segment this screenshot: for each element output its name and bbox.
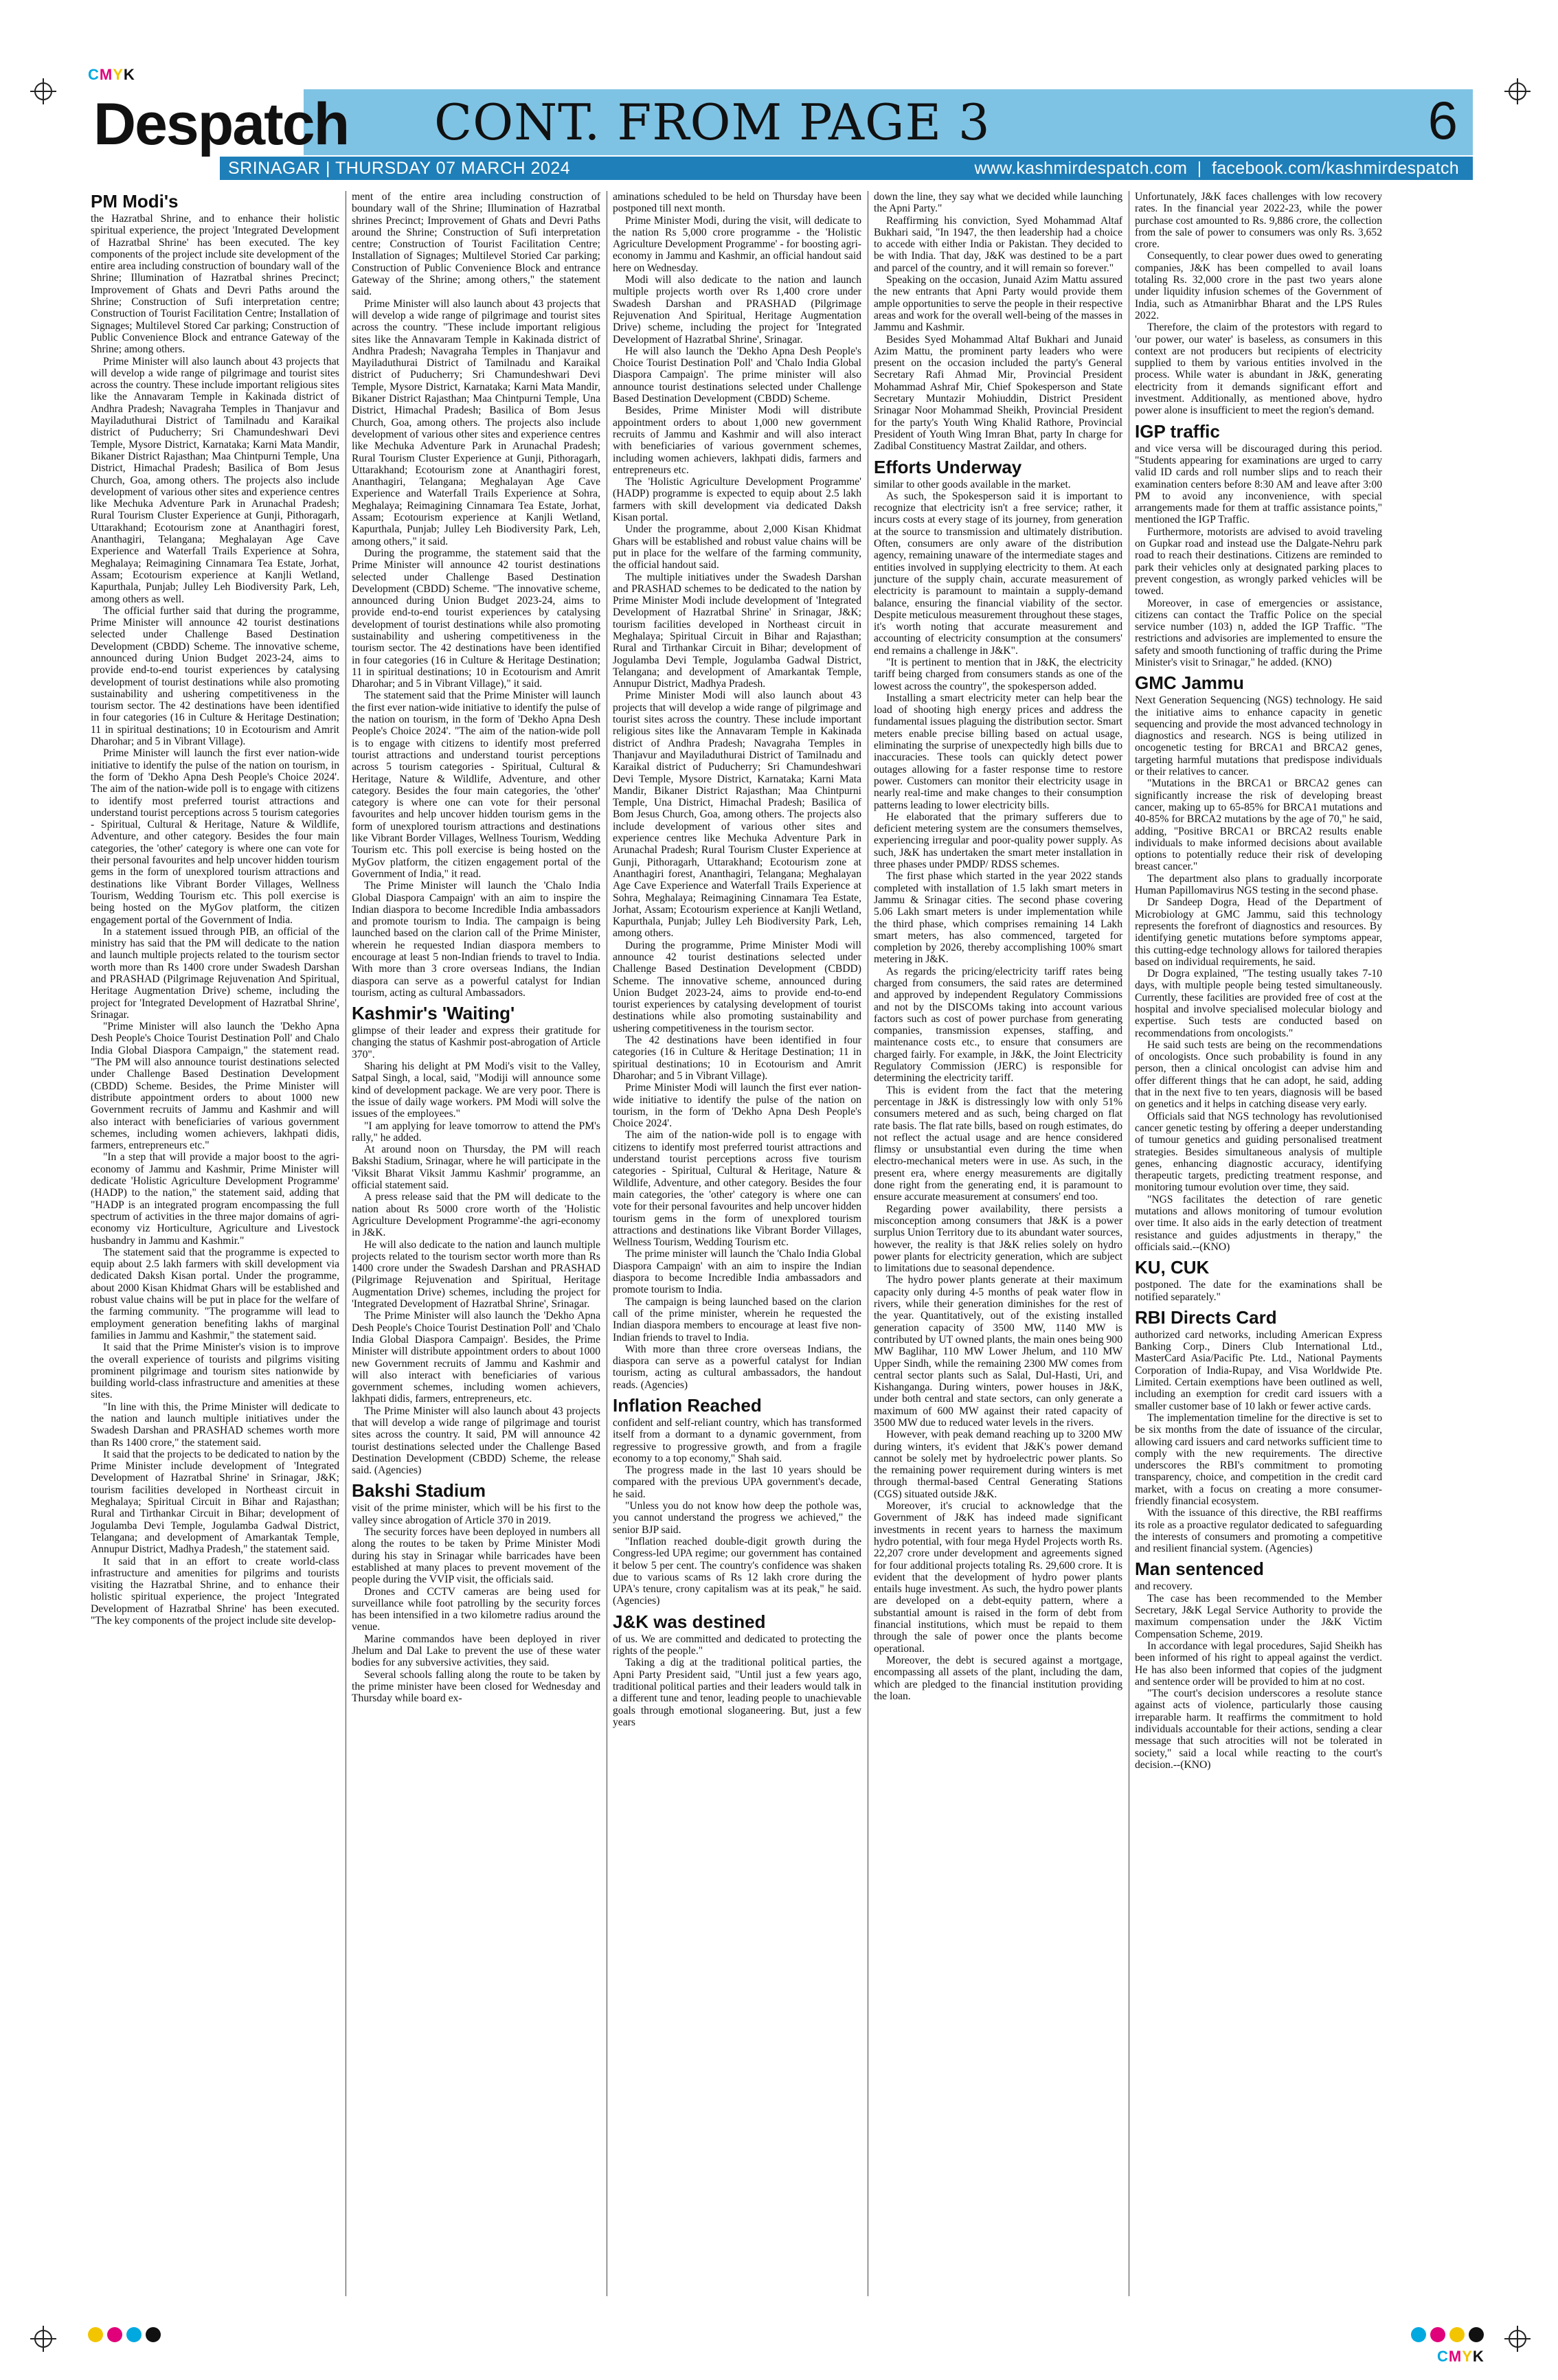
article-paragraph: down the line, they say what we decided while launching the Apni Party." xyxy=(874,191,1122,215)
article-paragraph: Modi will also dedicate to the nation and launch multiple projects worth over Rs 1,400 crore under Swadesh Darshan and PRASHAD (Pilgrimage Rejuvenation And Spiritual, Heritage Augmentation Drive) scheme, including the project for 'Integrated Development of Hazratbal Shrine', Srinagar. xyxy=(613,274,861,345)
article-paragraph: Besides Syed Mohammad Altaf Bukhari and Junaid Azim Mattu, the prominent party leaders who were present on the occasion included the party's General Secretary Rafi Ahmad Mir, Provincial President Mohammad Ashraf Mir, Chief Spokesperson and State Secretary Muntazir Mohiuddin, District President Srinagar Noor Mohammad Sheikh, Provincial President for the party's Youth Wing Khalid Rathore, Provincial President of Youth Wing Imran Bhat, party In charge for Zadibal Constituency Mastrat Zaildar, and others. xyxy=(874,333,1122,453)
article-paragraph: the Hazratbal Shrine, and to enhance their holistic spiritual experience, the project 'Integrated Development of Hazratbal Shrine' has been executed. The key components of the project include site development of the entire area including construction of boundary wall of the Shrine; Illumination of Hazratbal shrines Precinct; Improvement of Ghats and Devri Paths around the Shrine; Construction of Sufi interpretation centre; Construction of Tourist Facilitation Centre; Installation of Signages; Multilevel Stored Car parking; Construction of Public Convenience Block and entrance Gateway of the Shrine; among others. xyxy=(91,213,339,356)
article-paragraph: "I am applying for leave tomorrow to attend the PM's rally," he added. xyxy=(352,1120,600,1144)
cmyk-label-top: CMYK xyxy=(88,66,135,83)
article-paragraph: Several schools falling along the route to be taken by the prime minister have been closed for Wednesday and Thursday while board ex- xyxy=(352,1668,600,1705)
article-paragraph: "In a step that will provide a major boost to the agri-economy of Jammu and Kashmir, Prime Minister will dedicate 'Holistic Agriculture Development Programme' (HADP) to the nation," the statement said, adding that "HADP is an integrated program encompassing the full spectrum of activities in the three major domains of agri-economy viz Horticulture, Agriculture and Livestock husbandry in Jammu and Kashmir." xyxy=(91,1151,339,1247)
article-paragraph: It said that the Prime Minister's vision is to improve the overall experience of tourists and pilgrims visiting prominent pilgrimage and tourism sites nationwide by building world-class infrastructure and amenities at these sites. xyxy=(91,1341,339,1401)
article-paragraph: However, with peak demand reaching up to 3200 MW during winters, it's evident that J&K's power demand cannot be solely met by hydroelectric power plants. So the remaining power requirement during winters is met through thermal-based Central Generating Stations (CGS) situated outside J&K. xyxy=(874,1429,1122,1500)
article-paragraph: Moreover, it's crucial to acknowledge that the Government of J&K has indeed made significant investments in recent years to harness the maximum hydro potential, with four mega Hydel Projects worth Rs. 22,207 crore under development and agreements signed for four additional projects totaling Rs. 29,600 crore. It is evident that the development of hydro power plants entails huge investment. As such, the hydro power plants are developed on a debt-equity pattern, where a substantial amount is raised in the form of debt from financial institutions, which must be repaid to them through the sale of power once the plants become operational. xyxy=(874,1500,1122,1655)
website-link[interactable]: www.kashmirdespatch.com xyxy=(974,159,1188,178)
article-paragraph: Prime Minister will also launch about 43 projects that will develop a wide range of pilgrimage and tourist sites across the country. These include important religious sites like the Annavaram Temple in Kakinada district of Andhra Pradesh; Navagraha Temples in Thanjavur and Mayiladuthurai District of Tamilnadu and Karaikal district of Puducherry; Sri Chamundeshwari Devi Temple, Mysore District, Karnataka; Karni Mata Mandir, Bikaner District Rajasthan; Maa Chintpurni Temple, Una District, Himachal Pradesh; Basilica of Bom Jesus Church, Goa, among others. The projects also include development of various other sites and experience centres like Mechuka Adventure Park in Arunachal Pradesh; Rural Tourism Cluster Experience at Gunji, Pithoragarh, Uttarakhand; Ecotourism zone at Ananthagiri forest, Ananthagiri, Telangana; Meghalayan Age Cave Experience and Waterfall Trails Experience at Sohra, Meghalaya; Reimagining Cinnamara Tea Estate, Jorhat, Assam; Ecotourism experience at Kanjli Wetland, Kapurthala, Punjab; Julley Leh Biodiversity Park, Leh, among others as well. xyxy=(91,355,339,605)
article-paragraph: Installing a smart electricity meter can help bear the load of shooting high energy prices and address the fundamental issues plaguing the distribution sector. Smart meters enable precise billing based on actual usage, eliminating the surprise of unexpectedly high bills due to inaccuracies. These tools can quickly detect power outages allowing for a faster response time to restore power. Customers can monitor their electricity usage in nearly real-time and make changes to their consumption patterns leading to lower electricity bills. xyxy=(874,692,1122,811)
article-paragraph: The Prime Minister will launch the 'Chalo India Global Diaspora Campaign' with an aim to inspire the Indian diaspora to become Incredible India ambassadors and promote tourism to India. The campaign is being launched based on the clarion call of the Prime Minister, wherein he requested Indian diaspora members to encourage at least 5 non-Indian friends to travel to India. With more than 3 crore overseas Indians, the Indian diaspora can serve as a powerful catalyst for Indian tourism, acting as cultural Ambassadors. xyxy=(352,880,600,999)
article-paragraph: The implementation timeline for the directive is set to be six months from the date of issuance of the circular, allowing card issuers and card networks sufficient time to comply with the new requirements. The directive underscores the RBI's commitment to promoting transparency, choice, and competition in the credit card market, with a focus on creating a more consumer-friendly financial ecosystem. xyxy=(1135,1412,1382,1507)
article-paragraph: Taking a dig at the traditional political parties, the Apni Party President said, "Until just a few years ago, traditional political parties and their leaders would talk in a different tune and tenor, leading people to unachievable goals through emotional sloganeering. But, just a few years xyxy=(613,1657,861,1728)
article-headline: RBI Directs Card xyxy=(1135,1306,1277,1328)
article-paragraph: It said that in an effort to create world-class infrastructure and amenities for pilgrims and tourists visiting the Hazratbal Shrine, and to enhance their holistic spiritual experience, the project 'Integrated Development of Hazratbal Shrine' has been executed. "The key components of the project include site develop- xyxy=(91,1555,339,1627)
article-paragraph: postponed. The date for the examinations shall be notified separately." xyxy=(1135,1279,1382,1303)
column-2 xyxy=(352,191,600,2296)
article-paragraph: Prime Minister will also launch about 43 projects that will develop a wide range of pilgrimage and tourist sites across the country. "These include important religious sites like the Annavaram Temple in Kakinada district of Andhra Pradesh; Navagraha Temples in Thanjavur and Mayiladuthurai District of Tamilnadu and Karaikal district of Puducherry; Sri Chamundeshwari Devi Temple, Mysore District, Karnataka; Karni Mata Mandir, Bikaner District Rajasthan; Maa Chintpurni Temple, Una District, Himachal Pradesh; Basilica of Bom Jesus Church, Goa, among others. The projects also include development of various other sites and experience centres like Mechuka Adventure Park in Arunachal Pradesh; Rural Tourism Cluster Experience at Gunji, Pithoragarh, Uttarakhand; Ecotourism zone at Ananthagiri forest, Ananthagiri, Telangana; Meghalayan Age Cave Experience and Waterfall Trails Experience at Sohra, Meghalaya; Reimagining Cinnamara Tea Estate, Jorhat, Assam; Ecotourism experience at Kanjli Wetland, Kapurthala, Punjab; Julley Leh Biodiversity Park, Leh, among others," it said. xyxy=(352,297,600,547)
article-paragraph: He said such tests are being on the recommendations of oncologists. Once such probability is found in any person, then a clinical oncologist can advise him and offer different things that he can adopt, he said, adding that in the next five to ten years, diagnosis will be based on genetics and it helps in catching disease very early. xyxy=(1135,1039,1382,1111)
article-headline: Inflation Reached xyxy=(613,1394,762,1416)
article-paragraph: "The court's decision underscores a resolute stance against acts of violence, particularly those causing irreparable harm. It reaffirms the commitment to hold individuals accountable for their actions, sending a clear message that such atrocities will not be tolerated in society," said a local while reacting to the court's decision.--(KNO) xyxy=(1135,1688,1382,1771)
article-paragraph: He will also dedicate to the nation and launch multiple projects related to the tourism sector worth more than Rs 1400 crore under the Swadesh Darshan and PRASHAD (Pilgrimage Rejuvenation and Spiritual, Heritage Augmentation Drive) schemes, including the project for 'Integrated Development of Hazratbal Shrine', Srinagar. xyxy=(352,1238,600,1311)
article-paragraph: Moreover, in case of emergencies or assistance, citizens can contact the Traffic Police on the special service number (103) n, added the IGP Traffic. "The restrictions and advisories are implemented to ensure the safety and smooth functioning of traffic during the Prime Minister's visit to Srinagar," he added. (KNO) xyxy=(1135,597,1382,668)
section-title: CONT. FROM PAGE 3 xyxy=(434,93,991,151)
article-paragraph: ment of the entire area including construction of boundary wall of the Shrine; Illumination of Hazratbal shrines Precinct; Improvement of Ghats and Devri Paths around the Shrine; Construction of Sufi interpretation centre; Construction of Tourist Facilitation Centre; Installation of Signages; Multilevel Storied Car parking; Construction of Public Convenience Block and entrance Gateway of the Shrine; among others," the statement said. xyxy=(352,191,600,298)
article-paragraph: "NGS facilitates the detection of rare genetic mutations and allows monitoring of tumour evolution over time. It also aids in the early detection of treatment resistance and guides adjustments in therapy," the officials said.--(KNO) xyxy=(1135,1193,1382,1253)
article-paragraph: glimpse of their leader and express their gratitude for changing the status of Kashmir post-abrogation of Article 370". xyxy=(352,1025,600,1061)
page-number: 6 xyxy=(1427,90,1458,150)
article-paragraph: The case has been recommended to the Member Secretary, J&K Legal Service Authority to provide the maximum compensation under the J&K Victim Compensation Scheme, 2019. xyxy=(1135,1592,1382,1640)
article-paragraph: "Mutations in the BRCA1 or BRCA2 genes can significantly increase the risk of developing breast cancer, making up to 65-85% for BRCA1 mutations and 40-85% for BRCA2 mutations by the age of 70," he said, adding, "Positive BRCA1 or BRCA2 results enable individuals to make informed decisions about available options to potentially reduce their risk of developing breast cancer." xyxy=(1135,778,1382,873)
registration-mark-bottom-right xyxy=(1509,2330,1526,2348)
article-paragraph: The hydro power plants generate at their maximum capacity only during 4-5 months of peak water flow in rivers, while their generation diminishes for the rest of the year. Quantitatively, out of the existing installed generation capacity of 3500 MW, 1140 MW is contributed by UT owned plants, the main ones being 900 MW Baglihar, 110 MW Lower Jhelum, and 110 MW Upper Sindh, while the remaining 2300 MW comes from central sector plants such as Salal, Dul-Hasti, Uri, and Kishanganga. During winters, power houses in J&K, under both central and state sectors, can only generate a maximum of 600 MW against their rated capacity of 3500 MW due to reduced water levels in the rivers. xyxy=(874,1274,1122,1429)
article-paragraph: Therefore, the claim of the protestors with regard to 'our power, our water' is baseless, as consumers in this context are not producers but recipients of electricity supplied to them by various entities involved in the process. While water is abundant in J&K, generating electricity from it demands significant effort and investment. Additionally, as mentioned above, hydro power alone is insufficient to meet the region's demand. xyxy=(1135,321,1382,417)
article-paragraph: It said that the projects to be dedicated to nation by the Prime Minister include development of 'Integrated Development of Hazratbal Shrine' in Srinagar, J&K; tourism facilities developed in Northeast circuit in Meghalaya; Spiritual Circuit in Bihar and Rajasthan; Rural and Tirthankar Circuit in Bihar; development of Jogulamba Devi Temple, Jogulamba Gadwal District, Telangana; and development of Amarkantak Temple, Annupur District, Madhya Pradesh," the statement said. xyxy=(91,1448,339,1556)
column-4 xyxy=(874,191,1122,2296)
article-paragraph: Furthermore, motorists are advised to avoid traveling on Gupkar road and instead use the Dalgate-Nehru park road to reach their destinations. Citizens are reminded to park their vehicles only at designated parking places to prevent congestion, as wrongly parked vehicles will be towed. xyxy=(1135,525,1382,598)
article-paragraph: visit of the prime minister, which will be his first to the valley since abrogation of Article 370 in 2019. xyxy=(352,1502,600,1526)
article-paragraph: Moreover, the debt is secured against a mortgage, encompassing all assets of the plant, including the dam, which are pledged to the financial institution providing the loan. xyxy=(874,1654,1122,1702)
article-paragraph: During the programme, the statement said that the Prime Minister will announce 42 tourist destinations selected under Challenge Based Destination Development (CBDD) Scheme. "The innovative scheme, announced during Union Budget 2023-24, aims to provide end-to-end tourist experiences by catalysing development of tourist destinations while also promoting sustainability and ushering competitiveness in the tourism sector. The 42 destinations have been identified in four categories (16 in Culture & Heritage Destination; 11 in spiritual destinations; 10 in Ecotourism and Amrit Dharohar; and 5 in Vibrant Village)," it said. xyxy=(352,547,600,690)
article-paragraph: The 'Holistic Agriculture Development Programme' (HADP) programme is expected to equip about 2.5 lakh farmers with skill development via dedicated Daksh Kisan portal. xyxy=(613,476,861,524)
article-paragraph: The Prime Minister will also launch about 43 projects that will develop a wide range of pilgrimage and tourist sites across the country. It said, PM will announce 42 tourist destinations selected under the Challenge Based Destination Development (CBDD) Scheme, the release said. (Agencies) xyxy=(352,1405,600,1477)
column-1 xyxy=(91,191,339,2296)
registration-mark-bottom-left xyxy=(34,2330,52,2348)
article-paragraph: The aim of the nation-wide poll is to engage with citizens to identify most preferred tourist attractions and understand tourist perceptions across five tourism categories - Spiritual, Cultural & Heritage, Nature & Wildlife, Adventure, and other category. Besides the four main categories, the 'other' category is where one can vote for their personal favourites and help uncover hidden tourism gems in the form of unexplored tourism attractions and destinations like Vibrant Border Villages, Wellness Tourism, Wedding Tourism etc. xyxy=(613,1129,861,1249)
article-paragraph: A press release said that the PM will dedicate to the nation about Rs 5000 crore worth of the 'Holistic Agriculture Development Programme'-the agri-economy in J&K. xyxy=(352,1191,600,1239)
article-paragraph: aminations scheduled to be held on Thursday have been postponed till next month. xyxy=(613,191,861,215)
article-paragraph: The campaign is being launched based on the clarion call of the prime minister, wherein he requested the Indian diaspora members to encourage at least five non-Indian friends to travel to India. xyxy=(613,1295,861,1344)
article-headline: PM Modi's xyxy=(91,191,179,212)
article-paragraph: authorized card networks, including American Express Banking Corp., Diners Club International Ltd., MasterCard Asia/Pacific Pte. Ltd., National Payments Corporation of India-Rupay, and Visa Worldwide Pte. Limited. Certain exemptions have been outlined as well, including an exemption for credit card issuers with a smaller customer base of 10 lakh or fewer active cards. xyxy=(1135,1328,1382,1412)
article-paragraph: Drones and CCTV cameras are being used for surveillance while foot patrolling by the security forces has been intensified in a two kilometre radius around the venue. xyxy=(352,1585,600,1633)
article-headline: Efforts Underway xyxy=(874,456,1022,477)
article-paragraph: and vice versa will be discouraged during this period. "Students appearing for examinations are urged to carry valid ID cards and roll number slips and to reach their examination centers before 8:30 AM and leave after 3:00 PM to avoid any inconvenience, with special arrangements made for them at traffic assistance points," mentioned the IGP Traffic. xyxy=(1135,442,1382,526)
article-paragraph: Prime Minister Modi will also launch about 43 projects that will develop a wide range of pilgrimage and tourist sites across the country. These include important religious sites like the Annavaram Temple in Kakinada district of Andhra Pradesh; Navagraha Temples in Thanjavur and Mayiladuthurai District of Tamilnadu and Karaikal district of Puducherry; Sri Chamundeshwari Devi Temple, Mysore District, Karnataka; Karni Mata Mandir, Bikaner District Rajasthan; Maa Chintpurni Temple, Una District, Himachal Pradesh; Basilica of Bom Jesus Church, Goa, among others. The projects also include development of various other sites and experience centres like Mechuka Adventure Park in Arunachal Pradesh; Rural Tourism Cluster Experience at Gunji, Pithoragarh, Uttarakhand; Ecotourism zone at Ananthagiri forest, Ananthagiri, Telangana; Meghalayan Age Cave Experience and Waterfall Trails Experience at Sohra, Meghalaya; Reimagining Cinnamara Tea Estate, Jorhat, Assam; Ecotourism experience at Kanjli Wetland, Kapurthala, Punjab; Julley Leh Biodiversity Park, Leh, among others. xyxy=(613,690,861,940)
article-paragraph: and recovery. xyxy=(1135,1580,1193,1593)
article-paragraph: With more than three crore overseas Indians, the diaspora can serve as a powerful catalyst for Indian tourism, acting as cultural ambassadors, the handout reads. (Agencies) xyxy=(613,1343,861,1391)
column-3 xyxy=(613,191,861,2296)
article-paragraph: Prime Minister Modi will launch the first ever nation-wide initiative to identify the pulse of the nation on tourism, in the form of 'Dekho Apna Desh People's Choice 2024'. xyxy=(613,1082,861,1130)
article-paragraph: The 42 destinations have been identified in four categories (16 in Culture & Heritage Destination; 11 in spiritual destinations; 10 in Ecotourism and Amrit Dharohar; and 5 in Vibrant Village). xyxy=(613,1034,861,1082)
cmyk-label-bottom: CMYK xyxy=(1437,2348,1484,2365)
article-paragraph: As regards the pricing/electricity tariff rates being charged from consumers, the said rates are determined and approved by independent Regulatory Commissions and not by the DISCOMs taking into account various factors such as cost of power purchase from generating companies, transmission expenses, staffing, and maintenance costs etc., to ensure that consumers are charged fairly. For example, in J&K, the Joint Electricity Regulatory Commission (JERC) is responsible for determining the electricity tariff. xyxy=(874,965,1122,1085)
article-paragraph: similar to other goods available in the market. xyxy=(874,478,1071,490)
article-paragraph: Prime Minister will launch the first ever nation-wide initiative to identify the pulse of the nation on tourism, in the form of 'Dekho Apna Desh People's Choice 2024'. The aim of the nation-wide poll is to engage with citizens to identify most preferred tourist attractions and understand tourist perceptions across 5 tourism categories - Spiritual, Cultural & Heritage, Nature & Wildlife, Adventure, and other category. Besides the four main categories, the 'other' category is where one can vote for their personal favourites and help uncover hidden tourism gems in the form of unexplored tourism attractions and destinations like Vibrant Border Villages, Wellness Tourism, Wedding Tourism etc. This poll exercise is being hosted on the MyGov platform, the citizen engagement portal of the Government of India. xyxy=(91,747,339,926)
registration-mark-top-left xyxy=(34,82,52,100)
article-paragraph: of us. We are committed and dedicated to protecting the rights of the people." xyxy=(613,1633,861,1657)
article-headline: Bakshi Stadium xyxy=(352,1480,486,1501)
article-paragraph: Next Generation Sequencing (NGS) technology. He said the initiative aims to enhance capacity in genetic sequencing and provide the most advanced technology in diagnostics and research. NGS is being utilized in oncogenetic testing for BRCA1 and BRCA2 genes, targeting harmful mutations that predispose individuals or their relatives to cancer. xyxy=(1135,694,1382,778)
article-paragraph: Officials said that NGS technology has revolutionised cancer genetic testing by offering a deeper understanding of tumour genetics and guiding personalised treatment strategies. Besides simultaneous analysis of multiple genes, enhancing diagnostic accuracy, identifying therapeutic targets, predicting treatment response, and monitoring tumour evolution over time, they said. xyxy=(1135,1110,1382,1194)
color-bar-right xyxy=(1411,2327,1484,2342)
article-paragraph: Dr Sandeep Dogra, Head of the Department of Microbiology at GMC Jammu, said this technology represents the forefront of diagnostics and resources. By identifying genetic mutations before symptoms appear, this cutting-edge technology allows for tailored therapies based on individual requirements, he said. xyxy=(1135,896,1382,968)
article-paragraph: The prime minister will launch the 'Chalo India Global Diaspora Campaign' with an aim to inspire the Indian diaspora to become Incredible India ambassadors and promote tourism to India. xyxy=(613,1248,861,1296)
article-paragraph: The statement said that the programme is expected to equip about 2.5 lakh farmers with skill development via dedicated Daksh Kisan portal. Under the programme, about 2000 Kisan Khidmat Ghars will be established and robust value chains will be put in place for the welfare of the farming community. "The programme will lead to employment generation benefiting lakhs of marginal families in Jammu and Kashmir," the statement said. xyxy=(91,1246,339,1341)
link-separator: | xyxy=(1197,159,1202,178)
article-paragraph: With the issuance of this directive, the RBI reaffirms its role as a proactive regulator dedicated to safeguarding the interests of consumers and promoting a competitive and resilient financial system. (Agencies) xyxy=(1135,1507,1382,1555)
article-paragraph: The security forces have been deployed in numbers all along the routes to be taken by Prime Minister Modi during his stay in Srinagar while barricades have been established at many places to prevent movement of the people during the VVIP visit, the officials said. xyxy=(352,1526,600,1586)
article-paragraph: Unfortunately, J&K faces challenges with low recovery rates. In the financial year 2022-23, while the power purchase cost amounted to Rs. 9,886 crore, the collection from the sale of power to consumers was only Rs. 3,652 crore. xyxy=(1135,191,1382,251)
article-headline: GMC Jammu xyxy=(1135,672,1244,694)
article-paragraph: Under the programme, about 2,000 Kisan Khidmat Ghars will be established and robust value chains will be put in place for the welfare of the farming community, the official handout said. xyxy=(613,523,861,571)
article-paragraph: During the programme, Prime Minister Modi will announce 42 tourist destinations selected under Challenge Based Destination Development (CBDD) Scheme. The innovative scheme, announced during Union Budget 2023-24, aims to provide end-to-end tourist experiences by catalysing development of tourist destinations while also promoting sustainability and ushering competitiveness in the tourism sector. xyxy=(613,939,861,1034)
dateline: SRINAGAR | THURSDAY 07 MARCH 2024 xyxy=(228,159,571,178)
registration-mark-top-right xyxy=(1509,82,1526,100)
article-paragraph: At around noon on Thursday, the PM will reach Bakshi Stadium, Srinagar, where he will participate in the 'Viksit Bharat Viksit Jammu Kashmir' programme, an official statement said. xyxy=(352,1144,600,1192)
article-headline: J&K was destined xyxy=(613,1611,766,1632)
article-headline: IGP traffic xyxy=(1135,420,1220,442)
article-paragraph: He elaborated that the primary sufferers due to deficient metering system are the consumers themselves, experiencing irregular and poor-quality power supply. As such, J&K has undertaken the smart meter installation in three phases under PMDP/ RDSS schemes. xyxy=(874,811,1122,871)
article-paragraph: This is evident from the fact that the metering percentage in J&K is distressingly low with only 51% consumers metered and as such, being charged on flat rate basis. The flat rate bills, based on rough estimates, do not reflect the actual usage and are hence considered flimsy or unsubstantial even during the time when electro-mechanical meters were in use. As such, in the present era, where energy measurements are digitally done right from the generating end, it is paramount to ensure accurate measurement at consumers' end too. xyxy=(874,1084,1122,1203)
article-paragraph: Speaking on the occasion, Junaid Azim Mattu assured the new entrants that Apni Party would provide them ample opportunities to serve the people in their respective areas and work for the overall well-being of the masses in Jammu and Kashmir. xyxy=(874,274,1122,334)
article-headline: Kashmir's 'Waiting' xyxy=(352,1003,515,1024)
article-paragraph: He will also launch the 'Dekho Apna Desh People's Choice Tourist Destination Poll' and 'Chalo India Global Diaspora Campaign'. The prime minister will also announce tourist destinations selected under Challenge Based Destination Development (CBDD) Scheme. xyxy=(613,345,861,405)
article-paragraph: Regarding power availability, there persists a misconception among consumers that J&K is a power surplus Union Territory due to its abundant water sources, however, the reality is that J&K relies solely on hydro power plants for electricity generation, which are subject to limitations due to seasonal dependence. xyxy=(874,1203,1122,1275)
article-paragraph: "Prime Minister will also launch the 'Dekho Apna Desh People's Choice Tourist Destination Poll' and Chalo India Global Diaspora Campaign," the statement read. "The PM will also announce tourist destinations selected under Challenge Based Destination Development (CBDD) Scheme. Besides, the Prime Minister will distribute appointment orders to about 1000 new Government recruits of Jammu and Kashmir and will also interact with beneficiaries of various government schemes, including women achievers, lakhpati didis, farmers, entrepreneurs etc." xyxy=(91,1021,339,1152)
article-paragraph: The multiple initiatives under the Swadesh Darshan and PRASHAD schemes to be dedicated to the nation by Prime Minister Modi include development of 'Integrated Development of Hazratbal Shrine' in Srinagar, J&K; tourism facilities developed in Northeast circuit in Meghalaya; Spiritual Circuit in Bihar and Rajasthan; Rural and Tirthankar Circuit in Bihar; development of Jogulamba Devi Temple, Jogulamba Gadwal District, Telangana; and development of Amarkantak Temple, Annupur District, Madhya Pradesh. xyxy=(613,571,861,690)
article-paragraph: The progress made in the last 10 years should be compared with the previous UPA government's decade, he said. xyxy=(613,1464,861,1500)
article-paragraph: Marine commandos have been deployed in river Jhelum and Dal Lake to prevent the use of these water bodies for any subversive activities, they said. xyxy=(352,1633,600,1669)
article-paragraph: Prime Minister Modi, during the visit, will dedicate to the nation Rs 5,000 crore programme - the 'Holistic Agriculture Development Programme' - for boosting agri-economy in Jammu and Kashmir, an official handout said here on Wednesday. xyxy=(613,214,861,274)
article-paragraph: The official further said that during the programme, Prime Minister will announce 42 tourist destinations selected under Challenge Based Destination Development (CBDD) Scheme. The innovative scheme, announced during Union Budget 2023-24, aims to provide end-to-end tourist experiences by catalysing development of tourist destinations while also promoting sustainability and ushering competitiveness in the tourism sector. The 42 destinations have been identified in four categories (16 in Culture & Heritage Destination; 11 in spiritual destinations; 10 in Ecotourism and Amrit Dharohar; and 5 in Vibrant Village). xyxy=(91,604,339,748)
article-paragraph: The statement said that the Prime Minister will launch the first ever nation-wide initiative to identify the pulse of the nation on tourism, in the form of 'Dekho Apna Desh People's Choice 2024'. "The aim of the nation-wide poll is to engage with citizens to identify most preferred tourist attractions and understand tourist perceptions across 5 tourism categories - Spiritual, Cultural & Heritage, Nature & Wildlife, Adventure, and other category. Besides the four main categories, the 'other' category is where one can vote for their personal favourites and help uncover hidden tourism gems in the form of unexplored tourism attractions and destinations like Vibrant Border Villages, Wellness Tourism, Wedding Tourism etc. This poll exercise is being hosted on the MyGov platform, the citizen engagement portal of the Government of India," it read. xyxy=(352,690,600,880)
article-paragraph: The first phase which started in the year 2022 stands completed with installation of 1.5 lakh smart meters in Jammu & Srinagar cities. The second phase covering 5.06 Lakh smart meters is under implementation while the third phase, which comprises remaining 14 Lakh smart meters, has also commenced, targeted for completion by 2026, thereby accomplishing 100% smart metering in J&K. xyxy=(874,870,1122,966)
article-paragraph: The Prime Minister will also launch the 'Dekho Apna Desh People's Choice Tourist Destination Poll' and 'Chalo India Global Diaspora Campaign'. Besides, the Prime Minister will distribute appointment orders to about 1000 new Government recruits of Jammu and Kashmir and will also interact with beneficiaries of various government schemes, including women achievers, lakhpati didis, farmers, entrepreneurs, etc. xyxy=(352,1310,600,1405)
article-headline: Man sentenced xyxy=(1135,1559,1264,1580)
article-paragraph: Reaffirming his conviction, Syed Mohammad Altaf Bukhari said, "In 1947, the then leadership had a choice to accede with either India or Pakistan. They decided to be with India. That day, J&K was destined to be a part and parcel of the country, and it will remain so forever." xyxy=(874,214,1122,274)
article-headline: KU, CUK xyxy=(1135,1257,1210,1278)
article-paragraph: "Unless you do not know how deep the pothole was, you cannot understand the progress we achieved," the senior BJP said. xyxy=(613,1500,861,1536)
logo-wordmark: Despatch xyxy=(93,91,349,157)
article-paragraph: The department also plans to gradually incorporate Human Papillomavirus NGS testing in the second phase. xyxy=(1135,872,1382,897)
color-bar-left xyxy=(88,2327,161,2342)
facebook-link[interactable]: facebook.com/kashmirdespatch xyxy=(1212,159,1459,178)
masthead xyxy=(91,89,1473,180)
article-paragraph: "In line with this, the Prime Minister will dedicate to the nation and launch multiple initiatives under the Swadesh Darshan and PRASHAD schemes worth more than Rs 1400 crore," the statement said. xyxy=(91,1401,339,1449)
article-paragraph: "It is pertinent to mention that in J&K, the electricity tariff being charged from consumers stands as one of the lowest across the country", the spokesperson added. xyxy=(874,656,1122,692)
article-paragraph: Sharing his delight at PM Modi's visit to the Valley, Satpal Singh, a local, said, "Modiji will announce some kind of development package. We are very poor. There is the issue of daily wage workers. PM Modi will solve the issues of the employees." xyxy=(352,1061,600,1120)
article-paragraph: As such, the Spokesperson said it is important to recognize that electricity isn't a free service; rather, it incurs costs at every stage of its journey, from generation at the source to transmission and ultimately distribution. Often, consumers are only aware of the distribution agency, remaining unaware of the intermediate stages and entities involved in supplying electricity to them. At each juncture of the supply chain, accurate measurement of electricity is paramount to maintain a supply-demand balance, ensuring the financial viability of the sector. Despite meticulous measurement throughout these stages, it's worth noting that accurate measurement and accounting of electricity consumption at the consumers' end remains a challenge in J&K". xyxy=(874,490,1122,657)
web-links xyxy=(974,158,1459,179)
column-5 xyxy=(1135,191,1382,2296)
article-paragraph: confident and self-reliant country, which has transformed itself from a dormant to a dynamic government, from regressive to progressive growth, and from a fragile economy to a top economy," Shah said. xyxy=(613,1416,861,1464)
article-paragraph: Dr Dogra explained, "The testing usually takes 7-10 days, with multiple people being tested simultaneously. Currently, these facilities are provided free of cost at the hospital and involve specialised molecular biology and expertise. Such tests are conducted based on recommendations from oncologists." xyxy=(1135,968,1382,1039)
article-paragraph: In accordance with legal procedures, Sajid Sheikh has been informed of his right to appeal against the verdict. He has also been informed that copies of the judgment and sentence order will be provided to him at no cost. xyxy=(1135,1640,1382,1688)
article-paragraph: Consequently, to clear power dues owed to generating companies, J&K has been compelled to avail loans totaling Rs. 32,000 crore in the past two years alone under liquidity infusion schemes of the Government of India, such as Atmanirbhar Bharat and the LPS Rules 2022. xyxy=(1135,250,1382,321)
article-paragraph: Besides, Prime Minister Modi will distribute appointment orders to about 1,000 new government recruits of Jammu and Kashmir and will also interact with beneficiaries of various government schemes, including women achievers, lakhpati didis, farmers and entrepreneurs etc. xyxy=(613,405,861,476)
article-paragraph: "Inflation reached double-digit growth during the Congress-led UPA regime; our government has contained it below 5 per cent. The country's confidence was shaken due to various scams of Rs 12 lakh crore during the UPA's tenure, crony capitalism was at its peak," he said. (Agencies) xyxy=(613,1535,861,1607)
article-paragraph: In a statement issued through PIB, an official of the ministry has said that the PM will dedicate to the nation and launch multiple projects related to the tourism sector worth more than Rs 1400 crore under Swadesh Darshan and PRASHAD (Pilgrimage Rejuvenation And Spiritual, Heritage Augmentation Drive) scheme, including the project for 'Integrated Development of Hazratbal Shrine', Srinagar. xyxy=(91,925,339,1021)
